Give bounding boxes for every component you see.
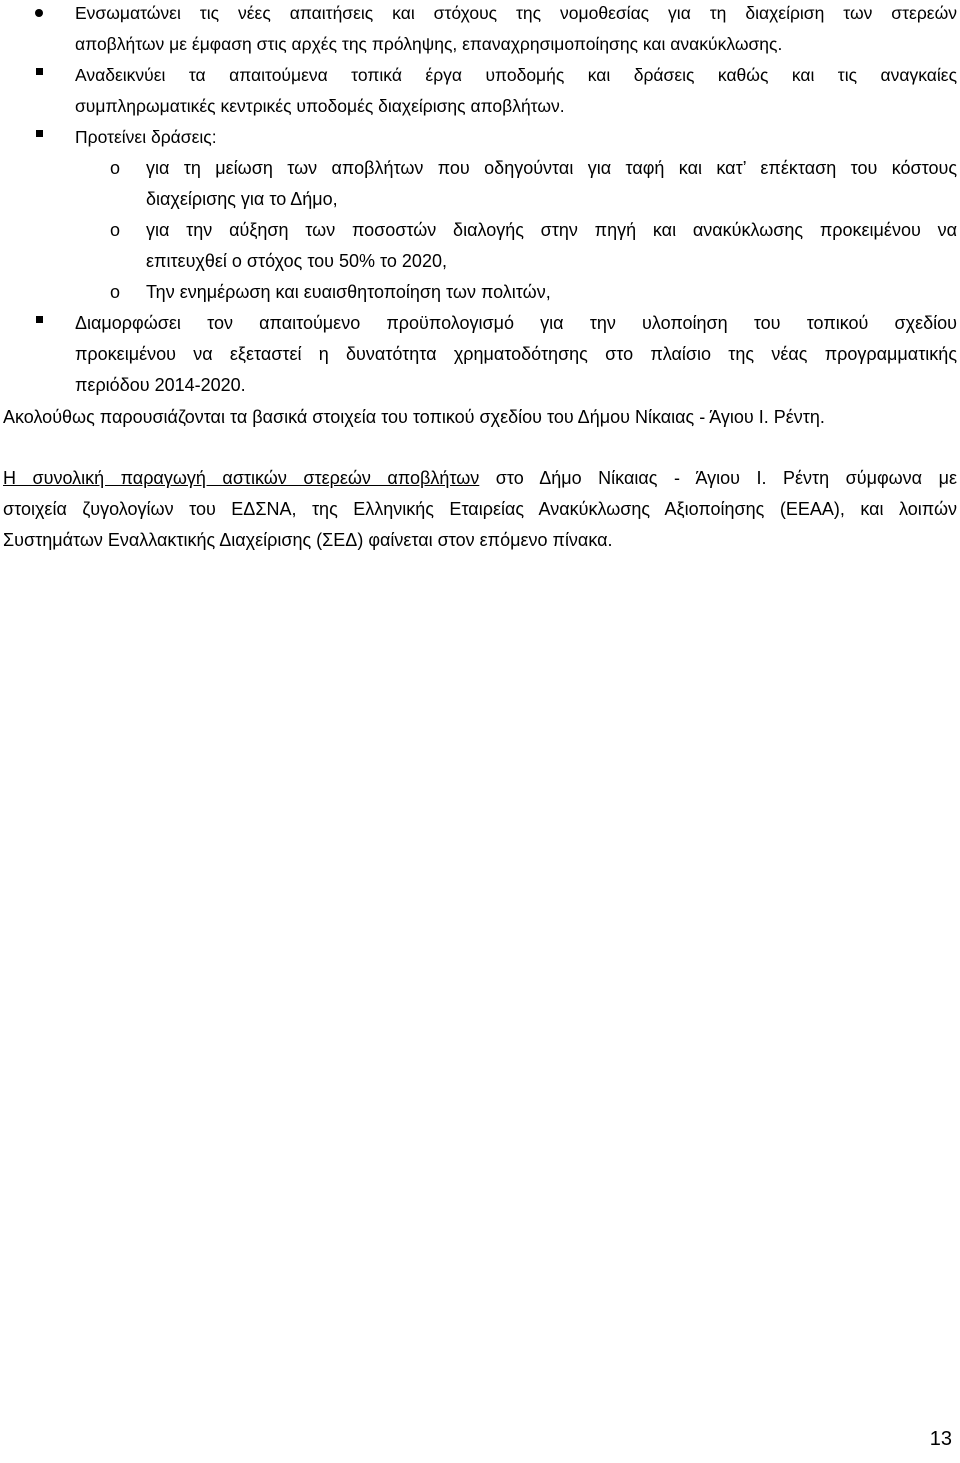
subitem3-line1: Την ενημέρωση και ευαισθητοποίηση των πολιτών, [146,282,551,302]
sub-bullet-marker: o [110,220,121,240]
paragraph-production-line1 [3,466,957,490]
paragraph-summary: Ακολούθως παρουσιάζονται τα βασικά στοιχεία του τοπικού σχεδίου του Δήμου Νίκαιας - Άγιου Ι. Ρέντη. [3,407,825,427]
bullet-square [36,130,43,137]
subitem1-line2: διαχείρισης για το Δήμο, [146,189,338,209]
subitem1-line1: για τη μείωση των αποβλήτων που οδηγούνται για ταφή και κατ’ επέκταση του κόστους [146,158,957,178]
item3-line1: Προτείνει δράσεις: [75,127,217,147]
item4-line3: περιόδου 2014-2020. [75,375,246,395]
bullet-dot [35,9,43,17]
item4-line1: Διαμορφώσει τον απαιτούμενο προϋπολογισμό για την υλοποίηση του τοπικού σχεδίου [75,313,957,333]
sub-bullet-marker: o [110,282,121,302]
subitem2-line2: επιτευχθεί ο στόχος του 50% το 2020, [146,251,447,271]
page-number: 13 [929,1428,952,1450]
item4-line2: προκειμένου να εξεταστεί η δυνατότητα χρηματοδότησης στο πλαίσιο της νέας προγραμματικής [75,344,957,364]
item2-line1: Αναδεικνύει τα απαιτούμενα τοπικά έργα υποδομής και δράσεις καθώς και τις αναγκαίες [75,65,957,85]
paragraph-production-line3: Συστημάτων Εναλλακτικής Διαχείρισης (ΣΕΔ) φαίνεται στον επόμενο πίνακα. [3,530,613,550]
subitem2-line1: για την αύξηση των ποσοστών διαλογής στην πηγή και ανακύκλωσης προκειμένου να [146,220,957,240]
bullet-square [36,316,43,323]
underlined-phrase: Η συνολική παραγωγή αστικών στερεών αποβλήτων [3,468,480,488]
bullet-square [36,68,43,75]
paragraph-production-rest: στο Δήμο Νίκαιας - Άγιου Ι. Ρέντη σύμφωνα με [479,468,957,488]
item2-line2: συμπληρωματικές κεντρικές υποδομές διαχείρισης αποβλήτων. [75,96,565,116]
item1-line2: αποβλήτων με έμφαση στις αρχές της πρόληψης, επαναχρησιμοποίησης και ανακύκλωσης. [75,34,783,54]
sub-bullet-marker: o [110,158,121,178]
paragraph-production-line2: στοιχεία ζυγολογίων του ΕΔΣΝΑ, της Ελληνικής Εταιρείας Ανακύκλωσης Αξιοποίησης (ΕΕΑΑ), και λοιπών [3,499,957,519]
item1-line1: Ενσωματώνει τις νέες απαιτήσεις και στόχους της νομοθεσίας για τη διαχείριση των στερεών [75,3,957,23]
